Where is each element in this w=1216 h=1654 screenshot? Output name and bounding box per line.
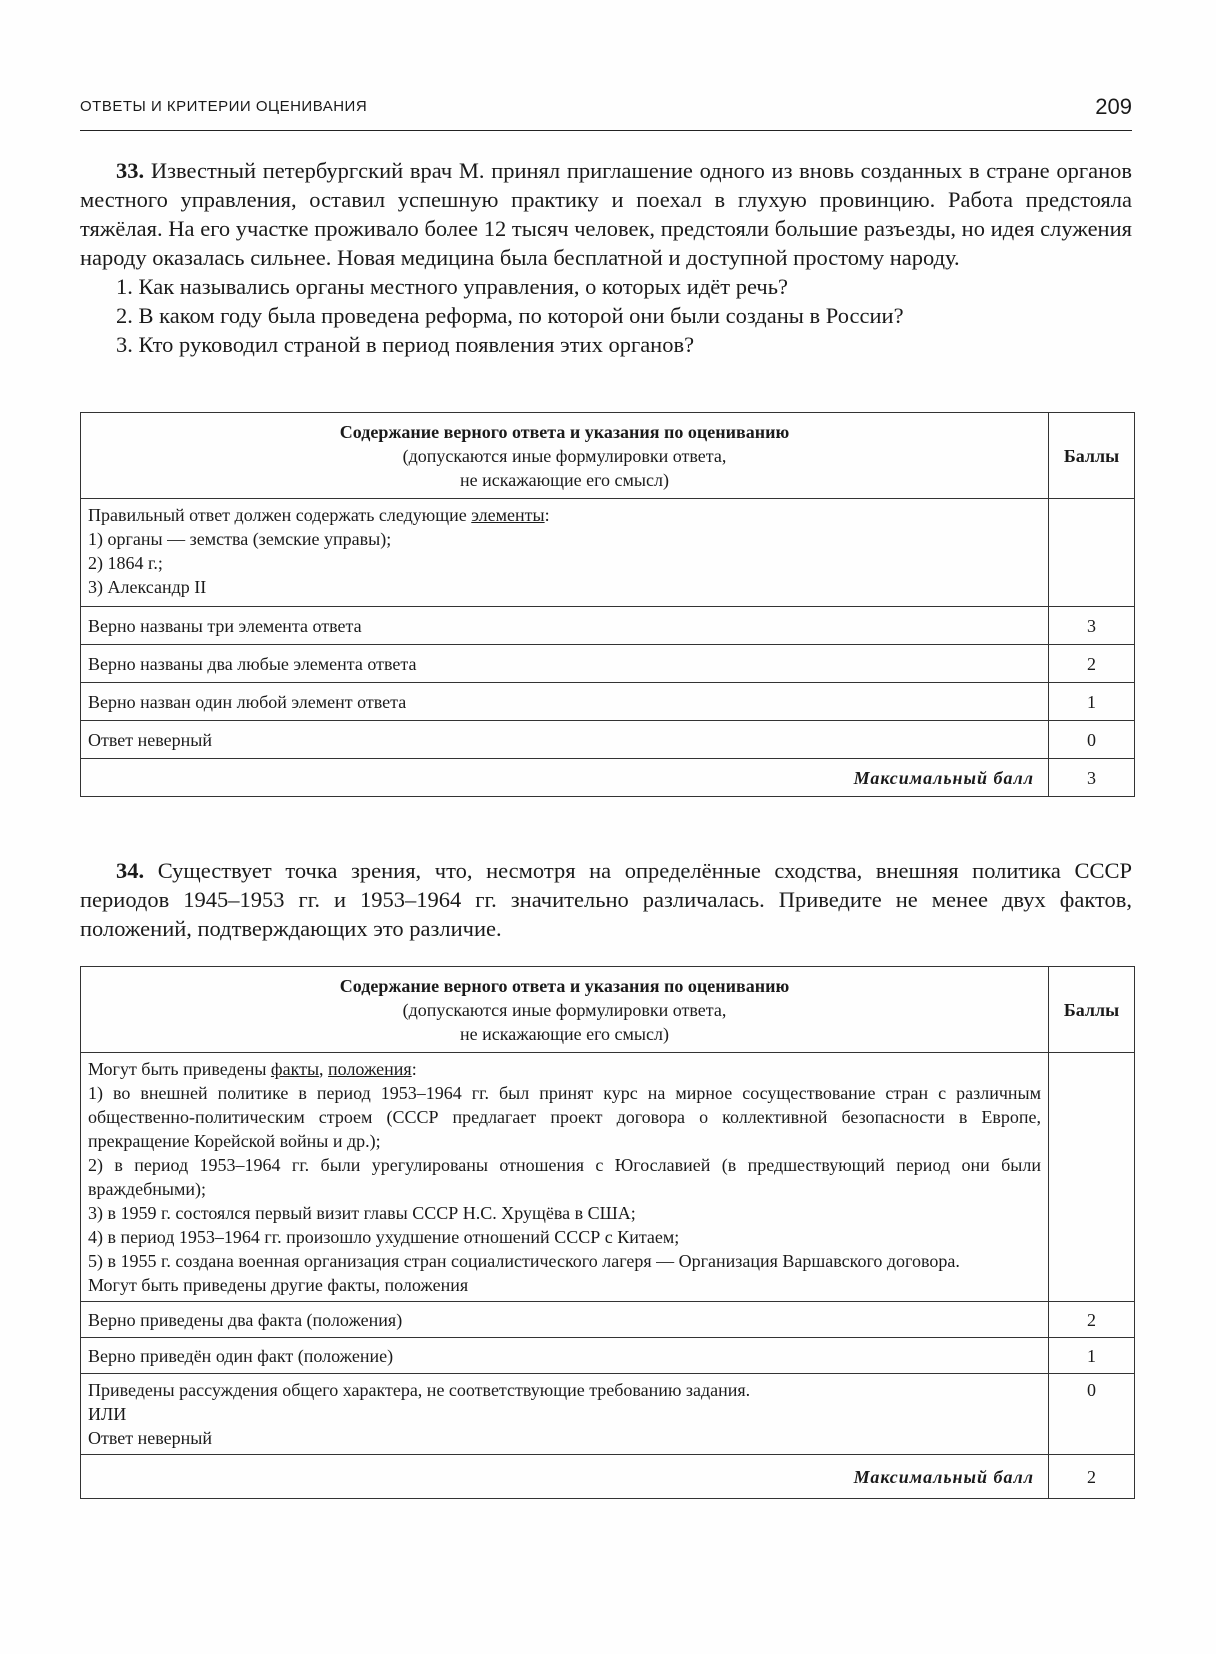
criteria-34-header-line1: Содержание верного ответа и указания по оцениванию	[339, 975, 790, 996]
question-33-body: Известный петербургский врач М. принял приглашение одного из вновь созданных в стране органов местного управления, оставил успешную практику и поехал в глухую провинцию. Работа предстояла тяжёлая. На его участке проживало более 12 тысяч человек, предстояли большие разъезды, но идея служения народу оказалась сильнее. Новая медицина была бесплатной и доступной простому народу.	[80, 158, 1133, 270]
criteria-34-header-line2: (допускаются иные формулировки ответа,	[402, 999, 727, 1020]
criteria-34-answer-points	[1049, 1053, 1135, 1302]
criteria-33-header-line1: Содержание верного ответа и указания по оцениванию	[339, 421, 790, 442]
criteria-33-row	[81, 645, 1135, 683]
question-34	[80, 856, 1132, 943]
criteria-34-row-2-points: 1	[1049, 1338, 1135, 1374]
criteria-table-33	[80, 412, 1135, 797]
criteria-34-max-label: Максимальный балл	[81, 1455, 1049, 1499]
question-33-number: 33.	[116, 158, 145, 183]
criteria-33-header-content	[81, 413, 1049, 499]
criteria-34-answer-cell	[81, 1053, 1049, 1302]
criteria-34-zero-line1: Приведены рассуждения общего характера, не соответствующие требованию задания.	[88, 1380, 751, 1400]
criteria-34-intro-pre: Могут быть приведены	[88, 1059, 271, 1079]
criteria-34-zero-points: 0	[1049, 1374, 1135, 1455]
criteria-33-answer-points	[1049, 499, 1135, 607]
criteria-34-points-header: Баллы	[1049, 967, 1135, 1053]
criteria-33-max-label: Максимальный балл	[81, 759, 1049, 797]
criteria-34-zero-label	[81, 1374, 1049, 1455]
criteria-34-answer-row	[81, 1053, 1135, 1302]
running-head	[80, 92, 1132, 131]
criteria-33-row-3-points: 1	[1049, 683, 1135, 721]
criteria-34-zero-line3: Ответ неверный	[88, 1428, 212, 1448]
criteria-33-row-2-label: Верно названы два любые элемента ответа	[81, 645, 1049, 683]
criteria-33-max-row	[81, 759, 1135, 797]
criteria-34-intro-underlined-2: положения	[328, 1059, 412, 1079]
criteria-33-row	[81, 683, 1135, 721]
criteria-34-answer-outro: Могут быть приведены другие факты, положения	[88, 1275, 469, 1295]
criteria-34-intro-underlined-1: факты	[270, 1059, 320, 1079]
criteria-33-header-row	[81, 413, 1135, 499]
question-33-sub-3: 3. Кто руководил страной в период появления этих органов?	[116, 332, 695, 357]
criteria-34-header-content	[81, 967, 1049, 1053]
criteria-34-intro-mid: ,	[319, 1059, 329, 1079]
question-33-sub-2: 2. В каком году была проведена реформа, по которой они были созданы в России?	[116, 303, 904, 328]
question-33-subquestions	[80, 272, 1132, 359]
criteria-33-intro-post: :	[544, 505, 550, 525]
criteria-33-max-points: 3	[1049, 759, 1135, 797]
criteria-33-header-line3: не искажающие его смысл)	[460, 469, 669, 490]
criteria-33-row	[81, 721, 1135, 759]
criteria-33-row-2-points: 2	[1049, 645, 1135, 683]
criteria-33-row-3-label: Верно назван один любой элемент ответа	[81, 683, 1049, 721]
criteria-33-row-4-label: Ответ неверный	[81, 721, 1049, 759]
criteria-34-row	[81, 1302, 1135, 1338]
criteria-34-answer-item-4: 4) в период 1953–1964 гг. произошло ухудшение отношений СССР с Китаем;	[88, 1227, 680, 1247]
criteria-34-row-1-label: Верно приведены два факта (положения)	[81, 1302, 1049, 1338]
question-33-text	[80, 156, 1132, 272]
criteria-33-row-1-label: Верно названы три элемента ответа	[81, 607, 1049, 645]
page-number: 209	[1095, 94, 1132, 119]
criteria-34-answer-item-5: 5) в 1955 г. создана военная организация стран социалистического лагеря — Организация Варшавского договора.	[88, 1251, 960, 1271]
criteria-34-answer-item-1: 1) во внешней политике в период 1953–1964 гг. был принят курс на мирное сосуществование стран с различным общественно-политическим строем (СССР предлагает проект договора о коллективной безопасности в Европе, прекращение Корейской войны и др.);	[88, 1083, 1041, 1151]
criteria-34-max-row	[81, 1455, 1135, 1499]
criteria-33-intro-pre: Правильный ответ должен содержать следующие	[88, 505, 472, 525]
criteria-33-points-header: Баллы	[1049, 413, 1135, 499]
criteria-34-zero-line2: ИЛИ	[88, 1404, 127, 1424]
criteria-33-intro-underlined: элементы	[471, 505, 545, 525]
criteria-33-row-4-points: 0	[1049, 721, 1135, 759]
criteria-table-34	[80, 966, 1135, 1499]
criteria-34-answer-item-3: 3) в 1959 г. состоялся первый визит главы СССР Н.С. Хрущёва в США;	[88, 1203, 636, 1223]
criteria-34-header-row	[81, 967, 1135, 1053]
criteria-33-answer-intro	[88, 503, 1041, 527]
criteria-33-answer-item-3: 3) Александр II	[88, 577, 207, 597]
question-34-number: 34.	[116, 858, 145, 883]
criteria-33-answer-item-1: 1) органы — земства (земские управы);	[88, 529, 392, 549]
running-head-title: ОТВЕТЫ И КРИТЕРИИ ОЦЕНИВАНИЯ	[80, 98, 368, 115]
criteria-34-max-points: 2	[1049, 1455, 1135, 1499]
criteria-33-row-1-points: 3	[1049, 607, 1135, 645]
criteria-33-header-line2: (допускаются иные формулировки ответа,	[402, 445, 727, 466]
question-33	[80, 156, 1132, 359]
criteria-34-header-line3: не искажающие его смысл)	[460, 1023, 669, 1044]
criteria-34-zero-row	[81, 1374, 1135, 1455]
criteria-34-row-1-points: 2	[1049, 1302, 1135, 1338]
question-33-sub-1: 1. Как назывались органы местного управления, о которых идёт речь?	[116, 274, 788, 299]
criteria-34-intro-post: :	[411, 1059, 417, 1079]
criteria-33-answer-row	[81, 499, 1135, 607]
criteria-34-answer-item-2: 2) в период 1953–1964 гг. были урегулированы отношения с Югославией (в предшествующий период они были враждебными);	[88, 1155, 1041, 1199]
criteria-33-row	[81, 607, 1135, 645]
criteria-33-answer-cell	[81, 499, 1049, 607]
criteria-34-answer-intro	[88, 1057, 1041, 1081]
question-34-body: Существует точка зрения, что, несмотря на определённые сходства, внешняя политика СССР периодов 1945–1953 гг. и 1953–1964 гг. значительно различалась. Приведите не менее двух фактов, положений, подтверждающих это различие.	[80, 858, 1133, 941]
criteria-34-row	[81, 1338, 1135, 1374]
question-34-text	[80, 856, 1132, 943]
criteria-34-row-2-label: Верно приведён один факт (положение)	[81, 1338, 1049, 1374]
criteria-33-answer-item-2: 2) 1864 г.;	[88, 553, 163, 573]
